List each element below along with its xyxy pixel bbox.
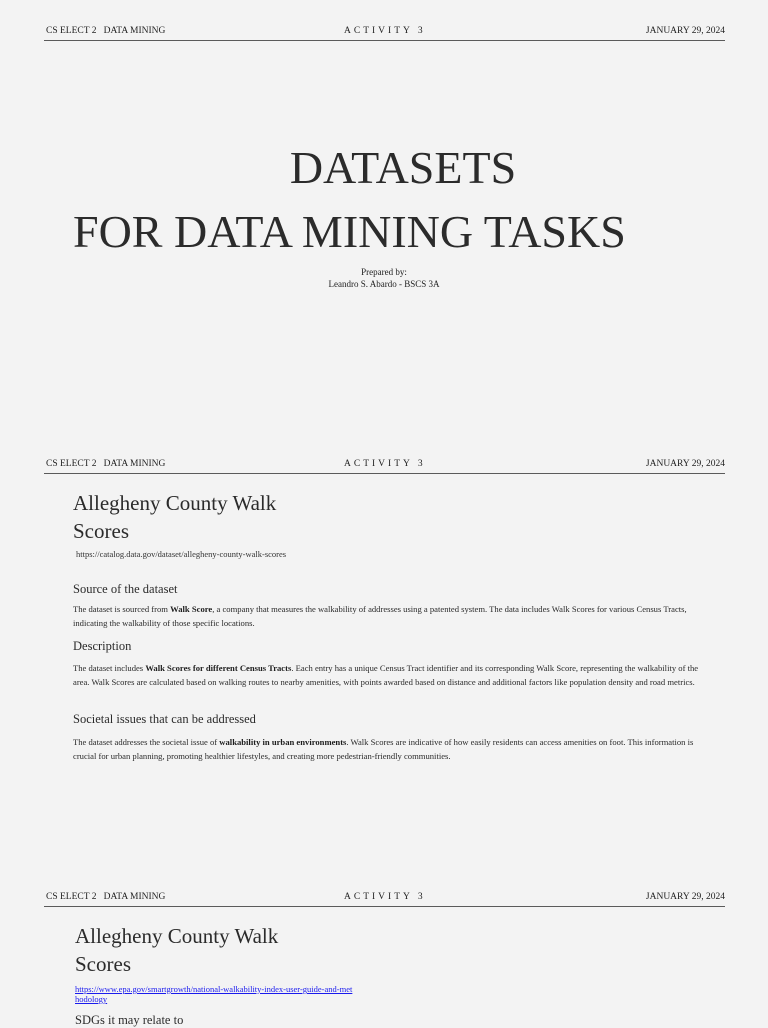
page-header bbox=[44, 26, 725, 41]
date-label: JANUARY 29, 2024 bbox=[645, 26, 725, 36]
course-label: CS ELECT 2 DATA MINING bbox=[46, 892, 166, 902]
source-heading: Source of the dataset bbox=[73, 582, 178, 596]
prepared-by bbox=[0, 266, 768, 290]
course-label: CS ELECT 2 DATA MINING bbox=[46, 26, 166, 36]
section-title: Allegheny County Walk Scores bbox=[73, 491, 277, 543]
dataset-url[interactable]: https://catalog.data.gov/dataset/allegheny-county-walk-scores bbox=[76, 549, 287, 559]
sdg-heading: SDGs it may relate to bbox=[75, 1013, 184, 1027]
cover-title bbox=[0, 136, 768, 264]
description-heading: Description bbox=[73, 639, 132, 653]
source-bold: Walk Score bbox=[170, 604, 213, 614]
date-label: JANUARY 29, 2024 bbox=[645, 459, 725, 469]
cover-title-line1: DATASETS bbox=[289, 142, 517, 193]
description-bold: Walk Scores for different Census Tracts bbox=[145, 663, 292, 673]
cover-title-line2: FOR DATA MINING TASKS bbox=[73, 206, 626, 257]
activity-label: ACTIVITY 3 bbox=[344, 892, 426, 902]
prepared-label: Prepared by: bbox=[361, 267, 407, 277]
activity-label: ACTIVITY 3 bbox=[344, 459, 426, 469]
societal-heading: Societal issues that can be addressed bbox=[73, 712, 256, 726]
author-name: Leandro S. Abardo - BSCS 3A bbox=[328, 279, 440, 289]
course-label: CS ELECT 2 DATA MINING bbox=[46, 459, 166, 469]
description-paragraph: The dataset includes Walk Scores for different Census Tracts. Each entry has a unique Census Tract identifier and its corresponding Walk Score, representing the walkability of the area. Walk Scores are calculated based on walking routes to nearby amenities, with points awarded based on distance and additional factors like population density and road metrics. bbox=[73, 663, 699, 687]
page-header bbox=[44, 459, 725, 474]
activity-label: ACTIVITY 3 bbox=[344, 26, 426, 36]
societal-bold: walkability in urban environments bbox=[219, 737, 347, 747]
section-title: Allegheny County Walk Scores bbox=[75, 924, 279, 976]
societal-paragraph: The dataset addresses the societal issue of walkability in urban environments. Walk Scores are indicative of how easily residents can access amenities on foot. This information is crucial for urban planning, promoting healthier lifestyles, and creating more pedestrian-friendly communities. bbox=[73, 737, 694, 761]
date-label: JANUARY 29, 2024 bbox=[645, 892, 725, 902]
page-header bbox=[44, 892, 725, 907]
source-paragraph: The dataset is sourced from Walk Score, a company that measures the walkability of addresses using a patented system. The data includes Walk Scores for various Census Tracts, indicating the walkability of those specific locations. bbox=[73, 604, 687, 628]
methodology-link[interactable]: https://www.epa.gov/smartgrowth/national-walkability-index-user-guide-and-methodology bbox=[75, 984, 353, 1004]
